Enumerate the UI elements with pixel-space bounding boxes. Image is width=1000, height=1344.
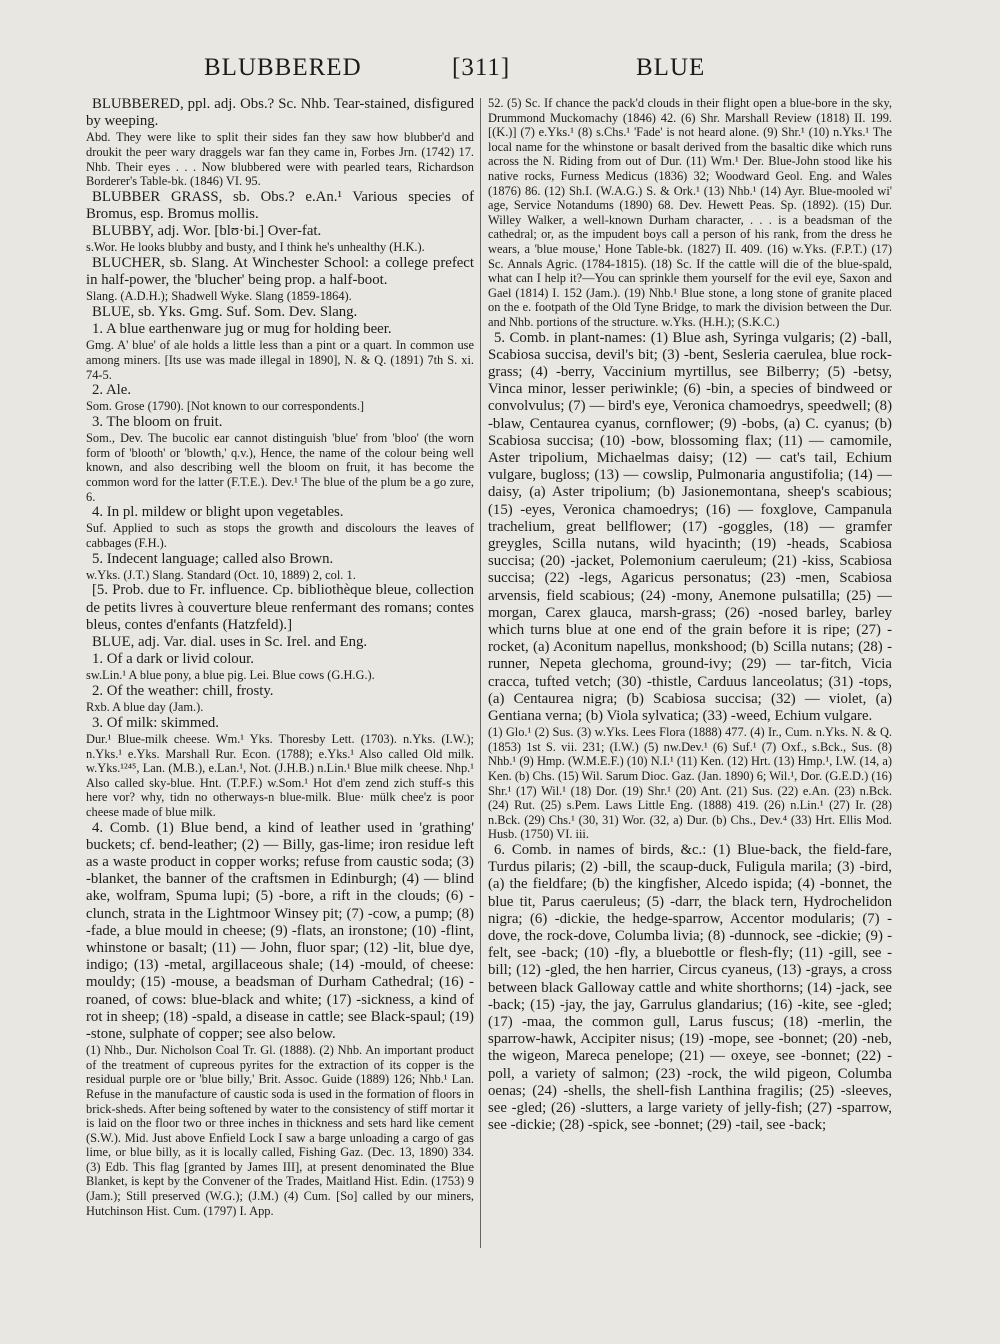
left-column-paragraph: BLUBBER GRASS, sb. Obs.? e.An.¹ Various species of Bromus, esp. Bromus mollis. <box>86 188 474 222</box>
left-column-paragraph: Abd. They were like to split their sides fan they saw how blubber'd and droukit the peer wary draggels war fan they came in, Forbes Jrn. (1742) 17. Nhb. Their eyes . . . Now blubbered were with pearled tears, Richardson Borderer's Table-bk. (1846) VI. 95. <box>86 130 474 189</box>
left-column-paragraph: Rxb. A blue day (Jam.). <box>86 700 204 715</box>
left-column-paragraph: s.Wor. He looks blubby and busty, and I think he's unhealthy (H.K.). <box>86 240 425 255</box>
left-column-paragraph: [5. Prob. due to Fr. influence. Cp. bibliothèque bleue, collection de petits livres à couverture bleue renfermant des romans; contes bleus, contes d'enfants (Hatzfeld).] <box>86 582 474 633</box>
header-right-headword: BLUE <box>636 54 706 81</box>
left-column-paragraph: w.Yks. (J.T.) Slang. Standard (Oct. 10, 1889) 2, col. 1. <box>86 567 356 582</box>
running-header <box>0 54 1000 90</box>
left-column-paragraph: Gmg. A' blue' of ale holds a little less than a pint or a quart. In common use among miners. [Its use was made illegal in 1890], N. & Q. (1891) 7th S. xi. 74-5. <box>86 338 474 382</box>
left-column-paragraph: sw.Lin.¹ A blue pony, a blue pig. Lei. Blue cows (G.H.G.). <box>86 668 375 683</box>
left-column-paragraph: 4. Comb. (1) Blue bend, a kind of leather used in 'grathing' buckets; cf. bend-leather; (2) — Billy, gas-lime; iron residue left as a waste product in copper works; refuse from caustic soda; (3) -blanket, the banner of the craftsmen in Edinburgh; (4) — blind ake, wolfram, Spuma lupi; (5) -bore, a rift in the clouds; (6) -clunch, strata in the Lightmoor Winsey pit; (7) -cow, a pump; (8) -fade, a blue mould in cheese; (9) -flats, an ironstone; (10) -flint, whinstone or basalt; (11) — John, fluor spar; (12) -lit, blue dye, indigo; (13) -metal, argillaceous shale; (14) -mould, of cheese: mouldy; (15) -mouse, a beadsman of Durham Cathedral; (16) -roaned, of cows: blue-black and white; (17) -sickness, a kind of rot in sheep; (18) -spald, a disease in cattle; see Black-spaul; (19) -stone, sulphate of copper; see also below. <box>86 819 474 1042</box>
right-column-paragraph: (1) Glo.¹ (2) Sus. (3) w.Yks. Lees Flora (1888) 477. (4) Ir., Cum. n.Yks. N. & Q. (1853) 1st S. vii. 231; (I.W.) (5) nw.Dev.¹ (6) Suf.¹ (7) Oxf., s.Bck., Sus. (8) Nhb.¹ (9) Hmp. (W.M.E.F.) (10) N.I.¹ (11) Ken. (12) Hrt. (13) Hmp.¹, I.W. (14, a) Ken. (b) Chs. (15) Wil. Sarum Dioc. Gaz. (Jan. 1890) 6; Wil.¹, Dor. (G.E.D.) (16) Shr.¹ (17) Wil.¹ (18) Dor. (19) Shr.¹ (20) Ant. (21) Sus. (22) e.An. (23) n.Bck. (24) Rut. (25) s.Pem. Laws Little Eng. (1888) 419. (26) n.Lin.¹ (27) Ir. (28) n.Bck. (29) Chs.¹ (30, 31) Wor. (32, a) Dur. (b) Chs., Dev.⁴ (33) Hrt. Ellis Mod. Husb. (1750) VI. iii. <box>488 725 892 842</box>
left-column-paragraph: 2. Ale. <box>92 382 132 399</box>
right-column <box>488 96 892 1246</box>
left-column-paragraph: 4. In pl. mildew or blight upon vegetables. <box>92 504 344 521</box>
left-column-paragraph: 5. Indecent language; called also Brown. <box>92 550 334 567</box>
left-column-paragraph: 2. Of the weather: chill, frosty. <box>92 682 274 699</box>
left-column-paragraph: 1. A blue earthenware jug or mug for holding beer. <box>92 321 392 338</box>
left-column-paragraph: (1) Nhb., Dur. Nicholson Coal Tr. Gl. (1888). (2) Nhb. An important product of the treatment of cupreous pyrites for the extraction of its copper is the residual purple ore or 'blue billy,' Brit. Assoc. Guide (1889) 126; Nhb.¹ Lan. Refuse in the manufacture of caustic soda is used in the formation of floors in brick-sheds. After being softened by water to the consistency of stiff mortar it is laid on the floor two or three inches in thickness and sets hard like cement (S.W.). Mid. Just above Enfield Lock I saw a barge unloading a cargo of gas lime, or blue billy, as it is locally called, Fishing Gaz. (Dec. 13, 1890) 334. (3) Edb. This flag [granted by James III], at present denominated the Blue Blanket, is kept by the Convener of the Trades, Maitland Hist. Edin. (1753) 9 (Jam.); Still preserved (W.G.); (J.M.) (4) Cum. [So] called by our miners, Hutchinson Hist. Cum. (1797) I. App. <box>86 1043 474 1218</box>
left-column-paragraph: BLUBBERED, ppl. adj. Obs.? Sc. Nhb. Tear-stained, disfigured by weeping. <box>86 96 474 130</box>
column-rule <box>480 98 481 1248</box>
left-column-paragraph: 3. Of milk: skimmed. <box>92 714 220 731</box>
left-column-paragraph: BLUE, sb. Yks. Gmg. Suf. Som. Dev. Slang. <box>92 303 358 320</box>
left-column-paragraph: Som., Dev. The bucolic ear cannot distinguish 'blue' from 'bloo' (the worn form of 'blooth' or 'blowth,' q.v.), Hence, the name of the colour being well known, and also describing well the bloom on fruit, it has become the common word for the latter (F.T.E.). Dev.¹ The blue of the plum be a go zure, 6. <box>86 431 474 504</box>
header-left-headword: BLUBBERED <box>204 54 362 81</box>
right-column-paragraph: 52. (5) Sc. If chance the pack'd clouds in their flight open a blue-bore in the sky, Drummond Muckomachy (1846) 42. (6) Shr. Marshall Review (1818) II. 199. [(K.)] (7) e.Yks.¹ (8) s.Chs.¹ 'Fade' is not heard alone. (9) Shr.¹ (10) n.Yks.¹ The local name for the whinstone or basalt derived from the basaltic dike which runs across the N. Riding from out of Dur. (11) Wm.¹ Der. Blue-John stood like his native rocks, Furness Medicus (1836) 32; Woodward Geol. Eng. and Wales (1876) 86. (12) Sh.I. (W.A.G.) S. & Ork.¹ (13) Nhb.¹ (14) Ayr. Blue-mooled wi' age, Service Notandums (1890) 68. Dev. Hewett Peas. Sp. (1892). (15) Dur. Willey Walker, a well-known Durham character, . . . is a beadsman of the cathedral; or, as the impudent boys call a person of his rank, from the dress he wears, a 'blue mouse,' Hone Table-bk. (1827) II. 409. (16) w.Yks. (F.P.T.) (17) Sc. Annals Agric. (1784-1815). (18) Sc. If the cattle will die of the blue-spald, what can I help it?—You can sprinkle them yourself for the evil eye, Saxon and Gael (1814) I. 152 (Jam.). (19) Nhb.¹ Blue stone, a long stone of granite placed on the e. footpath of the Old Tyne Bridge, to mark the division between the Dur. and Nhb. portions of the structure. w.Yks. (H.H.); (S.K.C.) <box>488 96 892 329</box>
right-column-paragraph: 6. Comb. in names of birds, &c.: (1) Blue-back, the field-fare, Turdus pilaris; (2) -bill, the scaup-duck, Fuligula marila; (3) -bird, (a) the fieldfare; (b) the kingfisher, Alcedo ispida; (4) -bonnet, the blue tit, Parus caeruleus; (5) -darr, the black tern, Hydrochelidon nigra; (6) -dickie, the hedge-sparrow, Accentor modularis; (7) -dove, the rock-dove, Columba livia; (8) -dunnock, see -dickie; (9) -felt, see -back; (10) -fly, a bluebottle or flesh-fly; (11) -gill, see -bill; (12) -gled, the hen harrier, Circus cyaneus, (13) -grays, a cross between black Galloway cattle and white shorthorns; (14) -jack, see -back; (15) -jay, the jay, Garrulus glandarius; (16) -kite, see -gled; (17) -maa, the common gull, Larus fuscus; (18) -merlin, the sparrow-hawk, Accipiter nisus; (19) -mope, see -bonnet; (20) -neb, the wigeon, Mareca penelope; (21) — oxeye, see -bonnet; (22) -poll, a variety of salmon; (23) -rock, the wild pigeon, Columba oenas; (24) -shells, the shell-fish Lanthina fragilis; (25) -sleeves, see -gled; (26) -slutters, a large variety of jelly-fish; (27) -sparrow, see -dickie; (28) -spick, see -bonnet; (29) -tail, see -back; <box>488 841 892 1134</box>
left-column-paragraph: Suf. Applied to such as stops the growth and discolours the leaves of cabbages (F.H.). <box>86 521 474 550</box>
left-column-paragraph: BLUCHER, sb. Slang. At Winchester School: a college prefect in half-power, the 'blucher' being prop. a half-boot. <box>86 254 474 289</box>
page-number: [311] <box>452 54 511 81</box>
left-column-paragraph: BLUBBY, adj. Wor. [blʊ·bi.] Over-fat. <box>92 223 322 240</box>
left-column <box>86 96 474 1301</box>
right-column-paragraph: 5. Comb. in plant-names: (1) Blue ash, Syringa vulgaris; (2) -ball, Scabiosa succisa, devil's bit; (3) -bent, Sesleria caerulea, blue rock-grass; (4) -berry, Vaccinium myrtillus, see Bilberry; (5) -betsy, Vinca minor, lesser periwinkle; (6) -bin, a species of bindweed or convolvulus; (7) — bird's eye, Veronica chamoedrys, speedwell; (8) -blaw, Centaurea cyanus, cornflower; (9) -bobs, (a) C. cyanus; (b) Scabiosa succisa; (10) -bow, blossoming flax; (11) — camomile, Aster tripolium, Michaelmas daisy; (12) — cat's tail, Echium vulgare, bugloss; (13) — cowslip, Pulmonaria angustifolia; (14) — daisy, (a) Aster tripolium; (b) Jasionemontana, sheep's scabious; (15) -eyes, Veronica chamoedrys; (16) — foxglove, Campanula trachelium, great bellflower; (17) -goggles, (18) — gramfer greygles, Scilla nutans, wild hyacinth; (19) -heads, Scabiosa succisa; (20) -jacket, Polemonium caeruleum; (21) -kiss, Scabiosa succisa; (22) -legs, Agaricus personatus; (23) -men, Scabiosa arvensis, field scabious; (24) -mony, Anemone pulsatilla; (25) — morgan, Carex glauca, marsh-grass; (26) -nosed barley, barley which turns blue at one end of the grain before it is ripe; (27) -rocket, (a) Aconitum napellus, monkshood; (b) Scilla nutans; (28) -runner, Nepeta glechoma, ground-ivy; (29) — tar-fitch, Vicia cracca, tufted vetch; (30) -thistle, Carduus lanceolatus; (31) -tops, (a) Centaurea nigra; (b) Scabiosa succisa; (32) — violet, (a) Gentiana verna; (b) Viola sylvatica; (33) -weed, Echium vulgare. <box>488 329 892 724</box>
left-column-paragraph: BLUE, adj. Var. dial. uses in Sc. Irel. and Eng. <box>92 633 368 650</box>
left-column-paragraph: 1. Of a dark or livid colour. <box>92 651 254 668</box>
left-column-paragraph: Dur.¹ Blue-milk cheese. Wm.¹ Yks. Thoresby Lett. (1703). n.Yks. (I.W.); n.Yks.¹ e.Yks. Marshall Rur. Econ. (1788); e.Yks.¹ Also called Old milk. w.Yks.¹²⁴⁵, Lan. (M.B.), e.Lan.¹, Not. (J.H.B.) n.Lin.¹ Blue milk cheese. Nhp.¹ Also called sky-blue. Hnt. (T.P.F.) w.Som.¹ Hot d'em zend zich stuff-s this here vor? why, tidn no otherways-n blue-milk. Blue· mülk chee'z is poor cheese made of blue milk. <box>86 731 474 819</box>
left-column-paragraph: 3. The bloom on fruit. <box>92 413 223 430</box>
left-column-paragraph: Slang. (A.D.H.); Shadwell Wyke. Slang (1859-1864). <box>86 289 352 304</box>
left-column-paragraph: Som. Grose (1790). [Not known to our correspondents.] <box>86 399 365 414</box>
